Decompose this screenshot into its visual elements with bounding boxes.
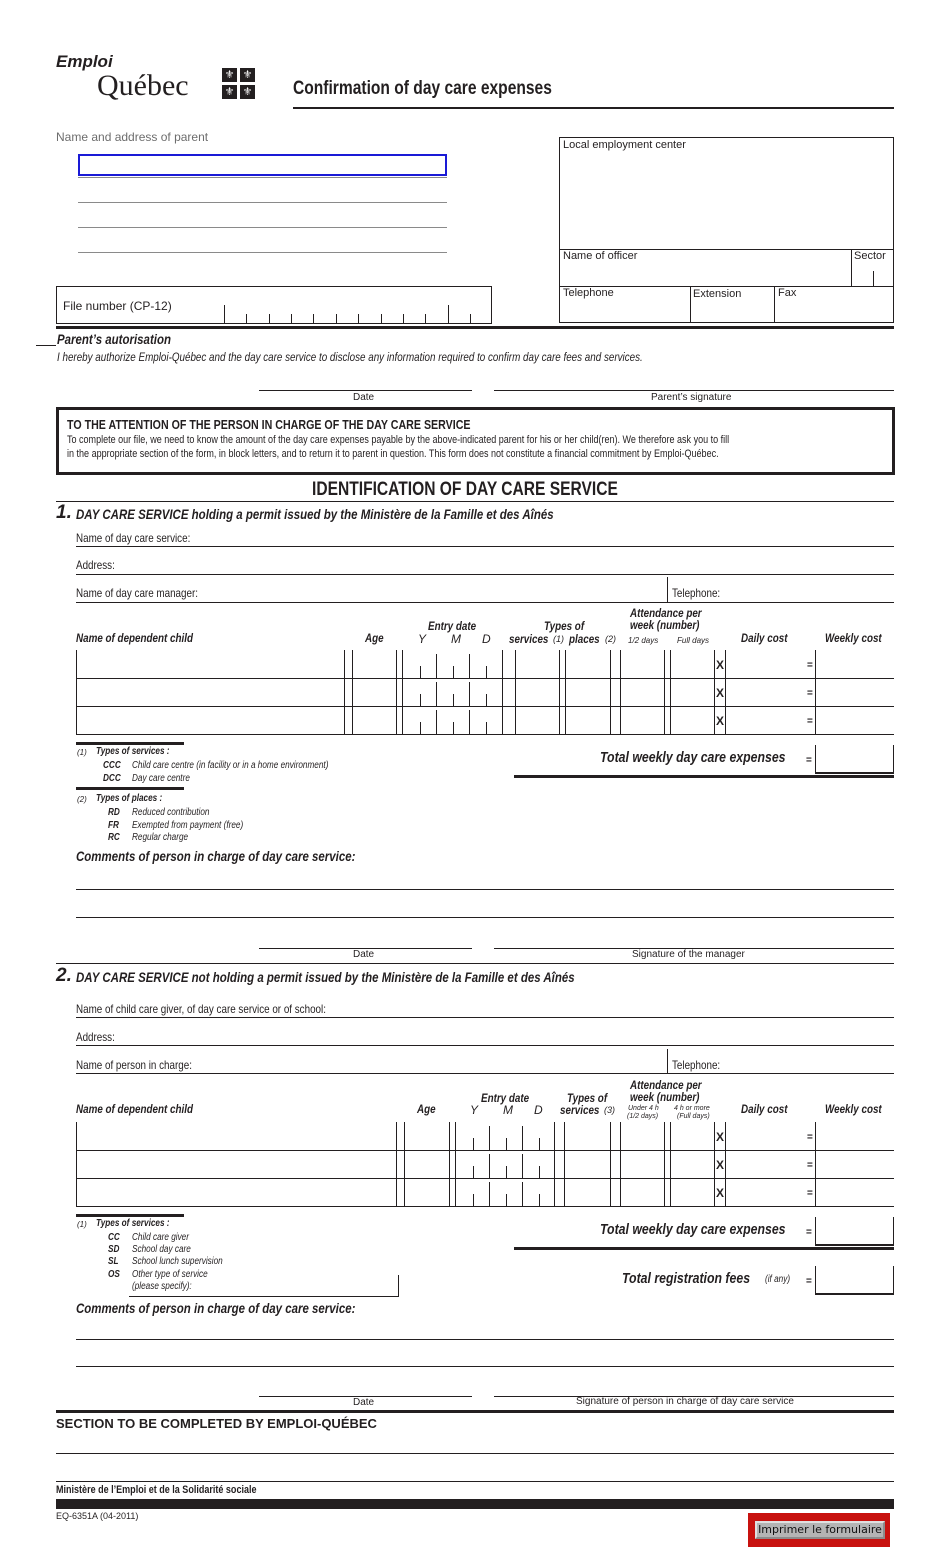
telephone-label: Telephone: xyxy=(672,586,721,600)
col-half: 1/2 days xyxy=(628,636,659,645)
quebec-flag-icon: ⚜ ⚜ ⚜ ⚜ xyxy=(222,68,268,99)
print-button-frame xyxy=(748,1513,890,1547)
col-attendance: Attendance per xyxy=(630,606,702,620)
col-d: D xyxy=(534,1103,543,1117)
notice-title: TO THE ATTENTION OF THE PERSON IN CHARGE OF THE DAY CARE SERVICE xyxy=(67,417,471,432)
legend-specify: (please specify): xyxy=(132,1281,192,1292)
logo-emploi: Emploi xyxy=(56,52,113,71)
comments-line-2[interactable] xyxy=(76,917,894,918)
legend2-title: Types of places : xyxy=(96,793,163,804)
emploi-section-title: SECTION TO BE COMPLETED BY EMPLOI-QUÉBEC xyxy=(56,1416,377,1431)
parent-date-line[interactable] xyxy=(259,390,472,391)
officer-label: Name of officer xyxy=(563,250,638,262)
services-cells[interactable] xyxy=(564,1122,611,1207)
col-child: Name of dependent child xyxy=(76,1102,194,1116)
legend-code: SD xyxy=(108,1244,120,1255)
col-week: week (number) xyxy=(630,618,700,632)
col-attendance: Attendance per xyxy=(630,1078,702,1092)
manager-label: Name of day care manager: xyxy=(76,586,198,600)
multiply-sign: X xyxy=(716,686,725,700)
authorization-title: Parent’s autorisation xyxy=(57,331,171,347)
legend-desc: Child care giver xyxy=(132,1232,189,1243)
divider xyxy=(56,326,894,329)
parent-signature-line[interactable] xyxy=(494,390,894,391)
half-days-cells[interactable] xyxy=(620,650,665,735)
telephone-label: Telephone: xyxy=(672,1058,721,1072)
col-child: Name of dependent child xyxy=(76,631,194,645)
divider xyxy=(56,1481,894,1482)
divider xyxy=(78,177,447,178)
comments-label: Comments of person in charge of day care service: xyxy=(76,1300,356,1316)
caregiver-name-label: Name of child care giver, of day care service or of school: xyxy=(76,1002,326,1016)
places-note: (2) xyxy=(605,634,616,644)
multiply-sign: X xyxy=(716,714,725,728)
divider xyxy=(36,345,56,346)
notice-box xyxy=(56,407,895,475)
office-telephone-label: Telephone xyxy=(563,287,614,299)
notice-text-1: To complete our file, we need to know the amount of the day care expenses payable by the above-indicated parent for his or her child(ren). We therefore ask you to fill xyxy=(67,434,730,446)
other-service-input[interactable] xyxy=(129,1275,399,1297)
equals-sign: = xyxy=(807,1132,813,1143)
legend-code: DCC xyxy=(103,773,121,784)
print-button[interactable]: Imprimer le formulaire xyxy=(755,1521,885,1539)
legend-desc: Child care centre (in facility or in a home environment) xyxy=(132,760,329,771)
page-title: Confirmation of day care expenses xyxy=(293,78,552,99)
date-label: Date xyxy=(353,949,375,960)
col-services: services xyxy=(509,632,549,646)
services-note: (1) xyxy=(553,634,564,644)
legend-num: (1) xyxy=(77,748,87,757)
signature-label: Signature of the manager xyxy=(632,949,745,960)
total-weekly-label: Total weekly day care expenses xyxy=(600,749,786,766)
divider xyxy=(76,742,184,745)
col-types: Types of xyxy=(544,619,585,633)
extension-label: Extension xyxy=(693,288,742,300)
equals-sign: = xyxy=(806,1227,812,1238)
person-label: Name of person in charge: xyxy=(76,1058,192,1072)
fax-label: Fax xyxy=(778,287,797,299)
equals-sign: = xyxy=(807,660,813,671)
legend1-title: Types of services : xyxy=(96,746,170,757)
divider xyxy=(56,1410,894,1413)
full-days-cells[interactable] xyxy=(670,650,715,735)
daily-cost-cells[interactable] xyxy=(725,650,806,735)
office-box xyxy=(559,137,894,323)
title-rule xyxy=(293,107,894,109)
total-weekly-input[interactable] xyxy=(815,1217,894,1246)
form-code: EQ-6351A (04-2011) xyxy=(56,1511,139,1521)
divider xyxy=(76,1214,184,1217)
person-line[interactable] xyxy=(76,1073,894,1074)
places-cells[interactable] xyxy=(565,650,611,735)
file-number-label: File number (CP-12) xyxy=(63,299,172,313)
section2-title: DAY CARE SERVICE not holding a permit issued by the Ministère de la Famille et des Aînés xyxy=(76,969,575,985)
caregiver-name-line[interactable] xyxy=(76,1017,894,1018)
child-name-cells[interactable] xyxy=(76,650,345,735)
address-line[interactable] xyxy=(76,1045,894,1046)
col-weekly: Weekly cost xyxy=(825,1102,882,1116)
legend-title: Types of services : xyxy=(96,1218,170,1229)
sector-label: Sector xyxy=(854,250,886,262)
col-m: M xyxy=(503,1103,513,1117)
local-center-label: Local employment center xyxy=(563,139,686,151)
total-weekly-label: Total weekly day care expenses xyxy=(600,1221,786,1238)
col-full: (Full days) xyxy=(677,1113,710,1120)
daycare-name-line[interactable] xyxy=(76,546,894,547)
multiply-sign: X xyxy=(716,1130,725,1144)
section1-title: DAY CARE SERVICE holding a permit issued by the Ministère de la Famille et des Aînés xyxy=(76,506,554,522)
manager-line[interactable] xyxy=(76,602,894,603)
equals-sign: = xyxy=(807,1188,813,1199)
divider xyxy=(514,775,894,778)
col-entry: Entry date xyxy=(481,1091,530,1105)
col-services: services xyxy=(560,1103,600,1117)
services-note: (3) xyxy=(604,1105,615,1115)
half-days-cells[interactable] xyxy=(620,1122,665,1207)
parent-name-input[interactable] xyxy=(78,154,447,176)
equals-sign: = xyxy=(806,755,812,766)
col-half: (1/2 days) xyxy=(627,1113,659,1120)
multiply-sign: X xyxy=(716,658,725,672)
date-label: Date xyxy=(353,1397,375,1408)
full-days-cells[interactable] xyxy=(670,1122,715,1207)
legend-desc: Exempted from payment (free) xyxy=(132,820,244,831)
parent-label: Name and address of parent xyxy=(56,130,209,144)
legend-code: CCC xyxy=(103,760,121,771)
col-daily: Daily cost xyxy=(741,1102,788,1116)
equals-sign: = xyxy=(807,688,813,699)
registration-fees-label: Total registration fees xyxy=(622,1270,751,1287)
legend-num: (2) xyxy=(77,795,87,804)
col-y: Y xyxy=(418,632,427,646)
ministry-label: Ministère de l’Emploi et de la Solidarité sociale xyxy=(56,1484,257,1496)
legend-code: FR xyxy=(108,820,119,831)
notice-text-2: in the appropriate section of the form, in block letters, and to return it to parent in question. This form does not constitute a financial commitment by Emploi-Québec. xyxy=(67,448,719,460)
divider xyxy=(56,501,894,502)
weekly-cost-cells[interactable] xyxy=(815,1122,894,1207)
divider xyxy=(78,202,447,203)
legend-desc: School lunch supervision xyxy=(132,1256,223,1267)
divider xyxy=(76,787,184,790)
registration-note: (if any) xyxy=(765,1274,791,1285)
file-number-field[interactable] xyxy=(56,286,492,324)
services-cells[interactable] xyxy=(515,650,560,735)
date-label: Date xyxy=(353,392,375,403)
entry-date-cells[interactable] xyxy=(455,1122,555,1207)
legend-code: SL xyxy=(108,1256,119,1267)
legend-desc: Regular charge xyxy=(132,832,189,843)
col-age: Age xyxy=(365,631,384,645)
daycare-name-label: Name of day care service: xyxy=(76,531,191,545)
multiply-sign: X xyxy=(716,1186,725,1200)
equals-sign: = xyxy=(807,1160,813,1171)
comments-line-1[interactable] xyxy=(76,889,894,890)
legend-desc: Other type of service xyxy=(132,1269,208,1280)
address-line[interactable] xyxy=(76,574,894,575)
col-places: places xyxy=(569,632,600,646)
footer-bar xyxy=(56,1499,894,1509)
address-label: Address: xyxy=(76,558,115,572)
weekly-cost-cells[interactable] xyxy=(815,650,894,735)
address-label: Address: xyxy=(76,1030,115,1044)
legend-desc: School day care xyxy=(132,1244,191,1255)
col-week: week (number) xyxy=(630,1090,700,1104)
legend-code: RD xyxy=(108,807,120,818)
legend-num: (1) xyxy=(77,1220,87,1229)
col-under: Under 4 h xyxy=(628,1105,659,1112)
parent-address-line-2[interactable] xyxy=(78,252,447,253)
legend-desc: Day care centre xyxy=(132,773,190,784)
legend-desc: Reduced contribution xyxy=(132,807,210,818)
emploi-line[interactable] xyxy=(56,1453,894,1454)
col-d: D xyxy=(482,632,491,646)
age-cells[interactable] xyxy=(352,650,397,735)
equals-sign: = xyxy=(806,1276,812,1287)
age-cells[interactable] xyxy=(404,1122,450,1207)
parent-address-line-1[interactable] xyxy=(78,227,447,228)
authorization-text: I hereby authorize Emploi-Québec and the day care service to disclose any information required to confirm day care fees and services. xyxy=(57,350,643,364)
section1-number: 1. xyxy=(56,502,72,523)
divider xyxy=(514,1247,894,1250)
col-m: M xyxy=(451,632,461,646)
col-y: Y xyxy=(470,1103,479,1117)
legend-code: OS xyxy=(108,1269,120,1280)
legend-code: RC xyxy=(108,832,120,843)
col-entry: Entry date xyxy=(428,619,477,633)
equals-sign: = xyxy=(807,716,813,727)
daily-cost-cells[interactable] xyxy=(725,1122,806,1207)
divider xyxy=(56,963,894,964)
child-name-cells[interactable] xyxy=(76,1122,397,1207)
col-full: Full days xyxy=(677,636,710,645)
col-age: Age xyxy=(417,1102,436,1116)
col-ormore: 4 h or more xyxy=(674,1105,710,1112)
identification-title: IDENTIFICATION OF DAY CARE SERVICE xyxy=(312,479,618,500)
section2-number: 2. xyxy=(56,965,72,986)
registration-fees-input[interactable] xyxy=(815,1266,894,1295)
signature-label: Parent’s signature xyxy=(651,392,732,403)
col-weekly: Weekly cost xyxy=(825,631,882,645)
legend-code: CC xyxy=(108,1232,120,1243)
comments-line-2[interactable] xyxy=(76,1366,894,1367)
col-daily: Daily cost xyxy=(741,631,788,645)
total-weekly-input[interactable] xyxy=(815,745,894,774)
multiply-sign: X xyxy=(716,1158,725,1172)
logo-quebec: Québec xyxy=(97,69,189,102)
signature-label: Signature of person in charge of day care service xyxy=(576,1396,794,1407)
comments-label: Comments of person in charge of day care service: xyxy=(76,848,356,864)
comments-line-1[interactable] xyxy=(76,1339,894,1340)
col-types: Types of xyxy=(567,1091,608,1105)
